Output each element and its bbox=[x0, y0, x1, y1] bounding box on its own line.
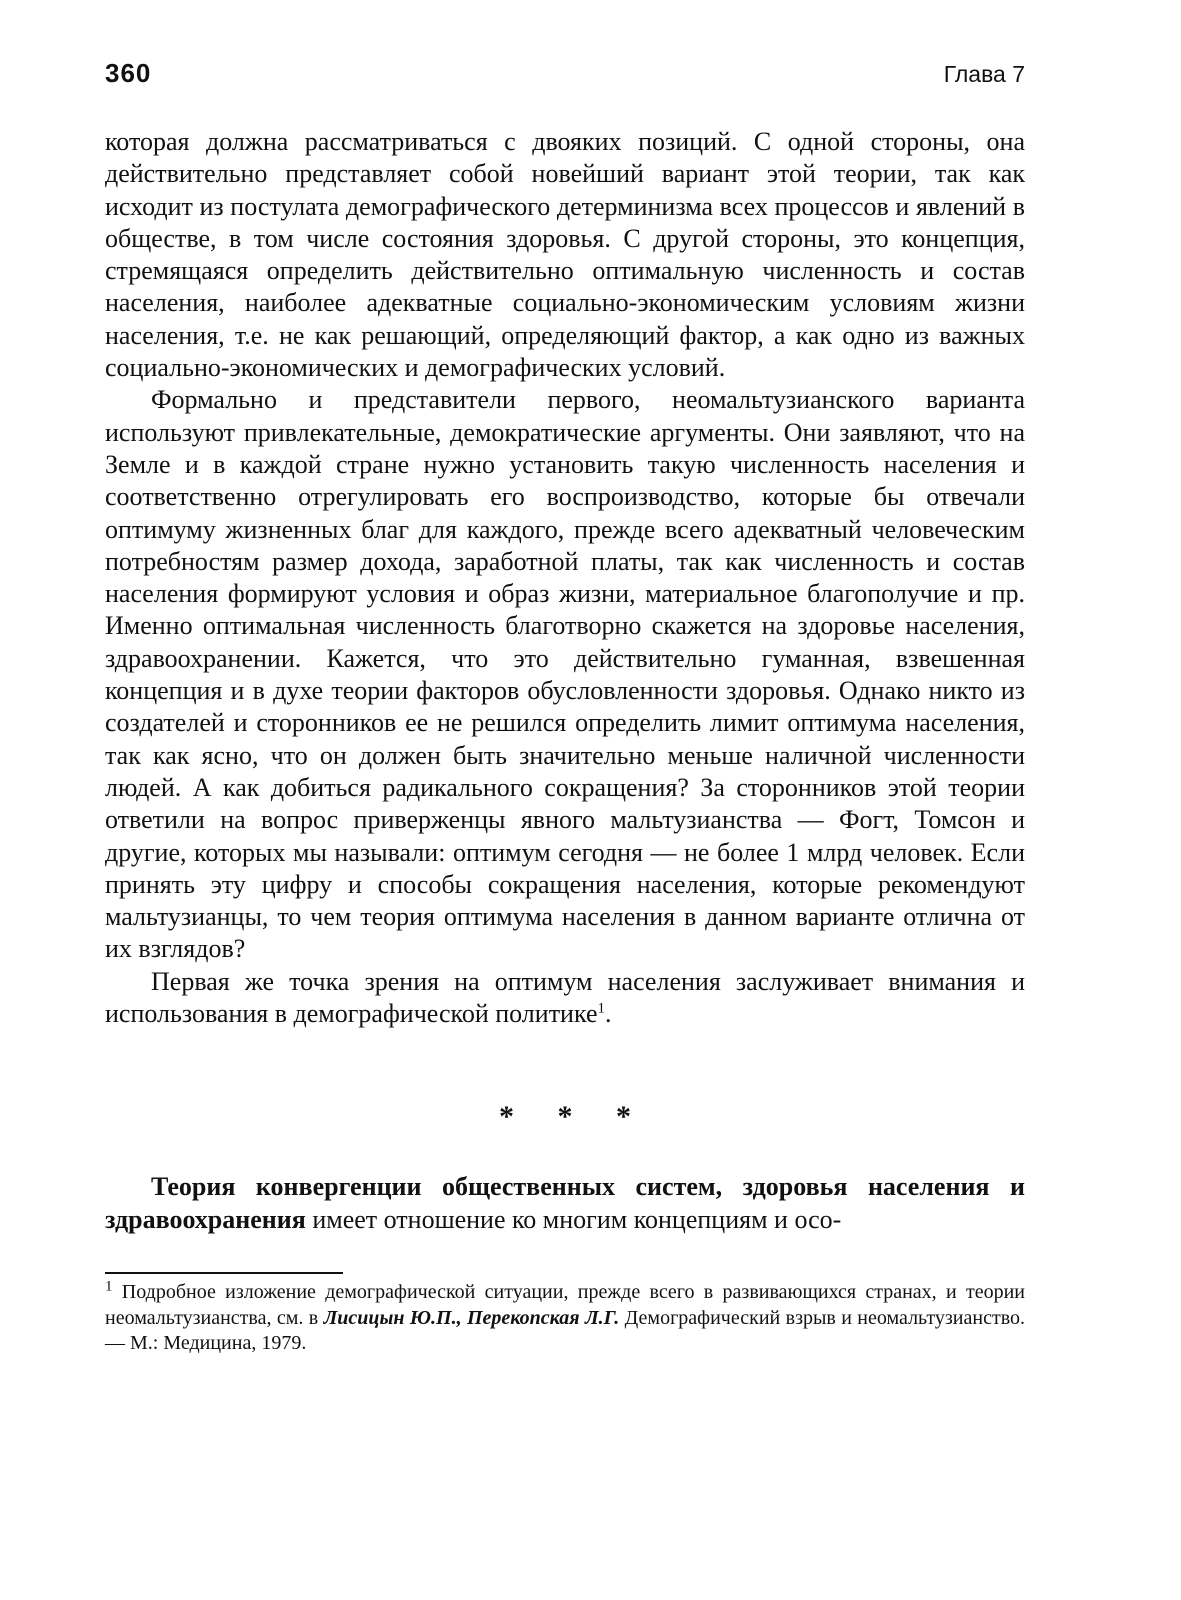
paragraph-end-punct: . bbox=[605, 999, 612, 1029]
footnote bbox=[105, 1280, 1025, 1357]
footnote-authors: Лисицын Ю.П., Перекопская Л.Г. bbox=[323, 1306, 620, 1329]
paragraph-continuation: которая должна рассматриваться с двояких позиций. С одной стороны, она действительно представляет собой новейший вариант этой теории, так как исходит из постулата демографического детерминизма всех процессов и явлений в обществе, в том числе состояния здоровья. С другой стороны, это концепция, стремящаяся определить действительно оптимальную численность и состав населения, наиболее адекватные социально-экономическим условиям жизни населения, т.е. не как решающий, определяющий фактор, а как одно из важных социально-экономических и демографических условий. bbox=[105, 127, 1025, 383]
body-text bbox=[105, 126, 1025, 1030]
footnote-text-before: Подробное изложение демографической ситуации, прежде всего в развивающихся странах, и теории неомальтузианства, см. в bbox=[105, 1281, 1025, 1329]
running-head bbox=[105, 58, 1025, 108]
page-number: 360 bbox=[105, 58, 152, 88]
section-separator: * * * bbox=[499, 1100, 649, 1134]
section-lead-rest: имеет отношение ко многим концепциям и осо- bbox=[305, 1205, 842, 1235]
chapter-label: Глава 7 bbox=[943, 61, 1025, 87]
paragraph-first-view-text: Первая же точка зрения на оптимум населения заслуживает внимания и использования в демографической политике bbox=[105, 966, 1025, 1029]
book-page bbox=[105, 58, 1025, 1357]
paragraph-neomalthusian: Формально и представители первого, неомальтузианского варианта используют привлекательные, демократические аргументы. Они заявляют, что на Земле и в каждой стране нужно установить такую численность населения и соответственно отрегулировать его воспроизводство, которые бы отвечали оптимуму жизненных благ для каждого, прежде всего адекватный человеческим потребностям размер дохода, заработной платы, так как численность и состав населения формируют условия и образ жизни, материальное благополучие и пр. Именно оптимальная численность благотворно скажется на здоровье населения, здравоохранении. Кажется, что это действительно гуманная, взвешенная концепция и в духе теории факторов обусловленности здоровья. Однако никто из создателей и сторонников ее не решился определить лимит оптимума населения, так как ясно, что он должен быть значительно меньше наличной численности людей. А как добиться радикального сокращения? За сторонников этой теории ответили на вопрос приверженцы явного мальтузианства — Фогт, Томсон и другие, которых мы называли: оптимум сегодня — не более 1 млрд человек. Если принять эту цифру и способы сокращения населения, которые рекомендуют мальтузианцы, то чем теория оптимума населения в данном варианте отлична от их взглядов? bbox=[105, 385, 1025, 964]
footnote-reference: 1 bbox=[597, 1000, 605, 1017]
footnote-marker: 1 bbox=[105, 1278, 113, 1295]
footnote-text-after: Демографический взрыв и неомальтузианство. — М.: Медицина, 1979. bbox=[105, 1306, 1026, 1355]
section-lead-bold: Теория конвергенции общественных систем, здоровья населения и здравоохранения bbox=[105, 1172, 1025, 1235]
section-lead bbox=[105, 1170, 1025, 1236]
paragraph-first-view bbox=[105, 966, 1025, 1031]
footnote-divider bbox=[105, 1272, 343, 1274]
